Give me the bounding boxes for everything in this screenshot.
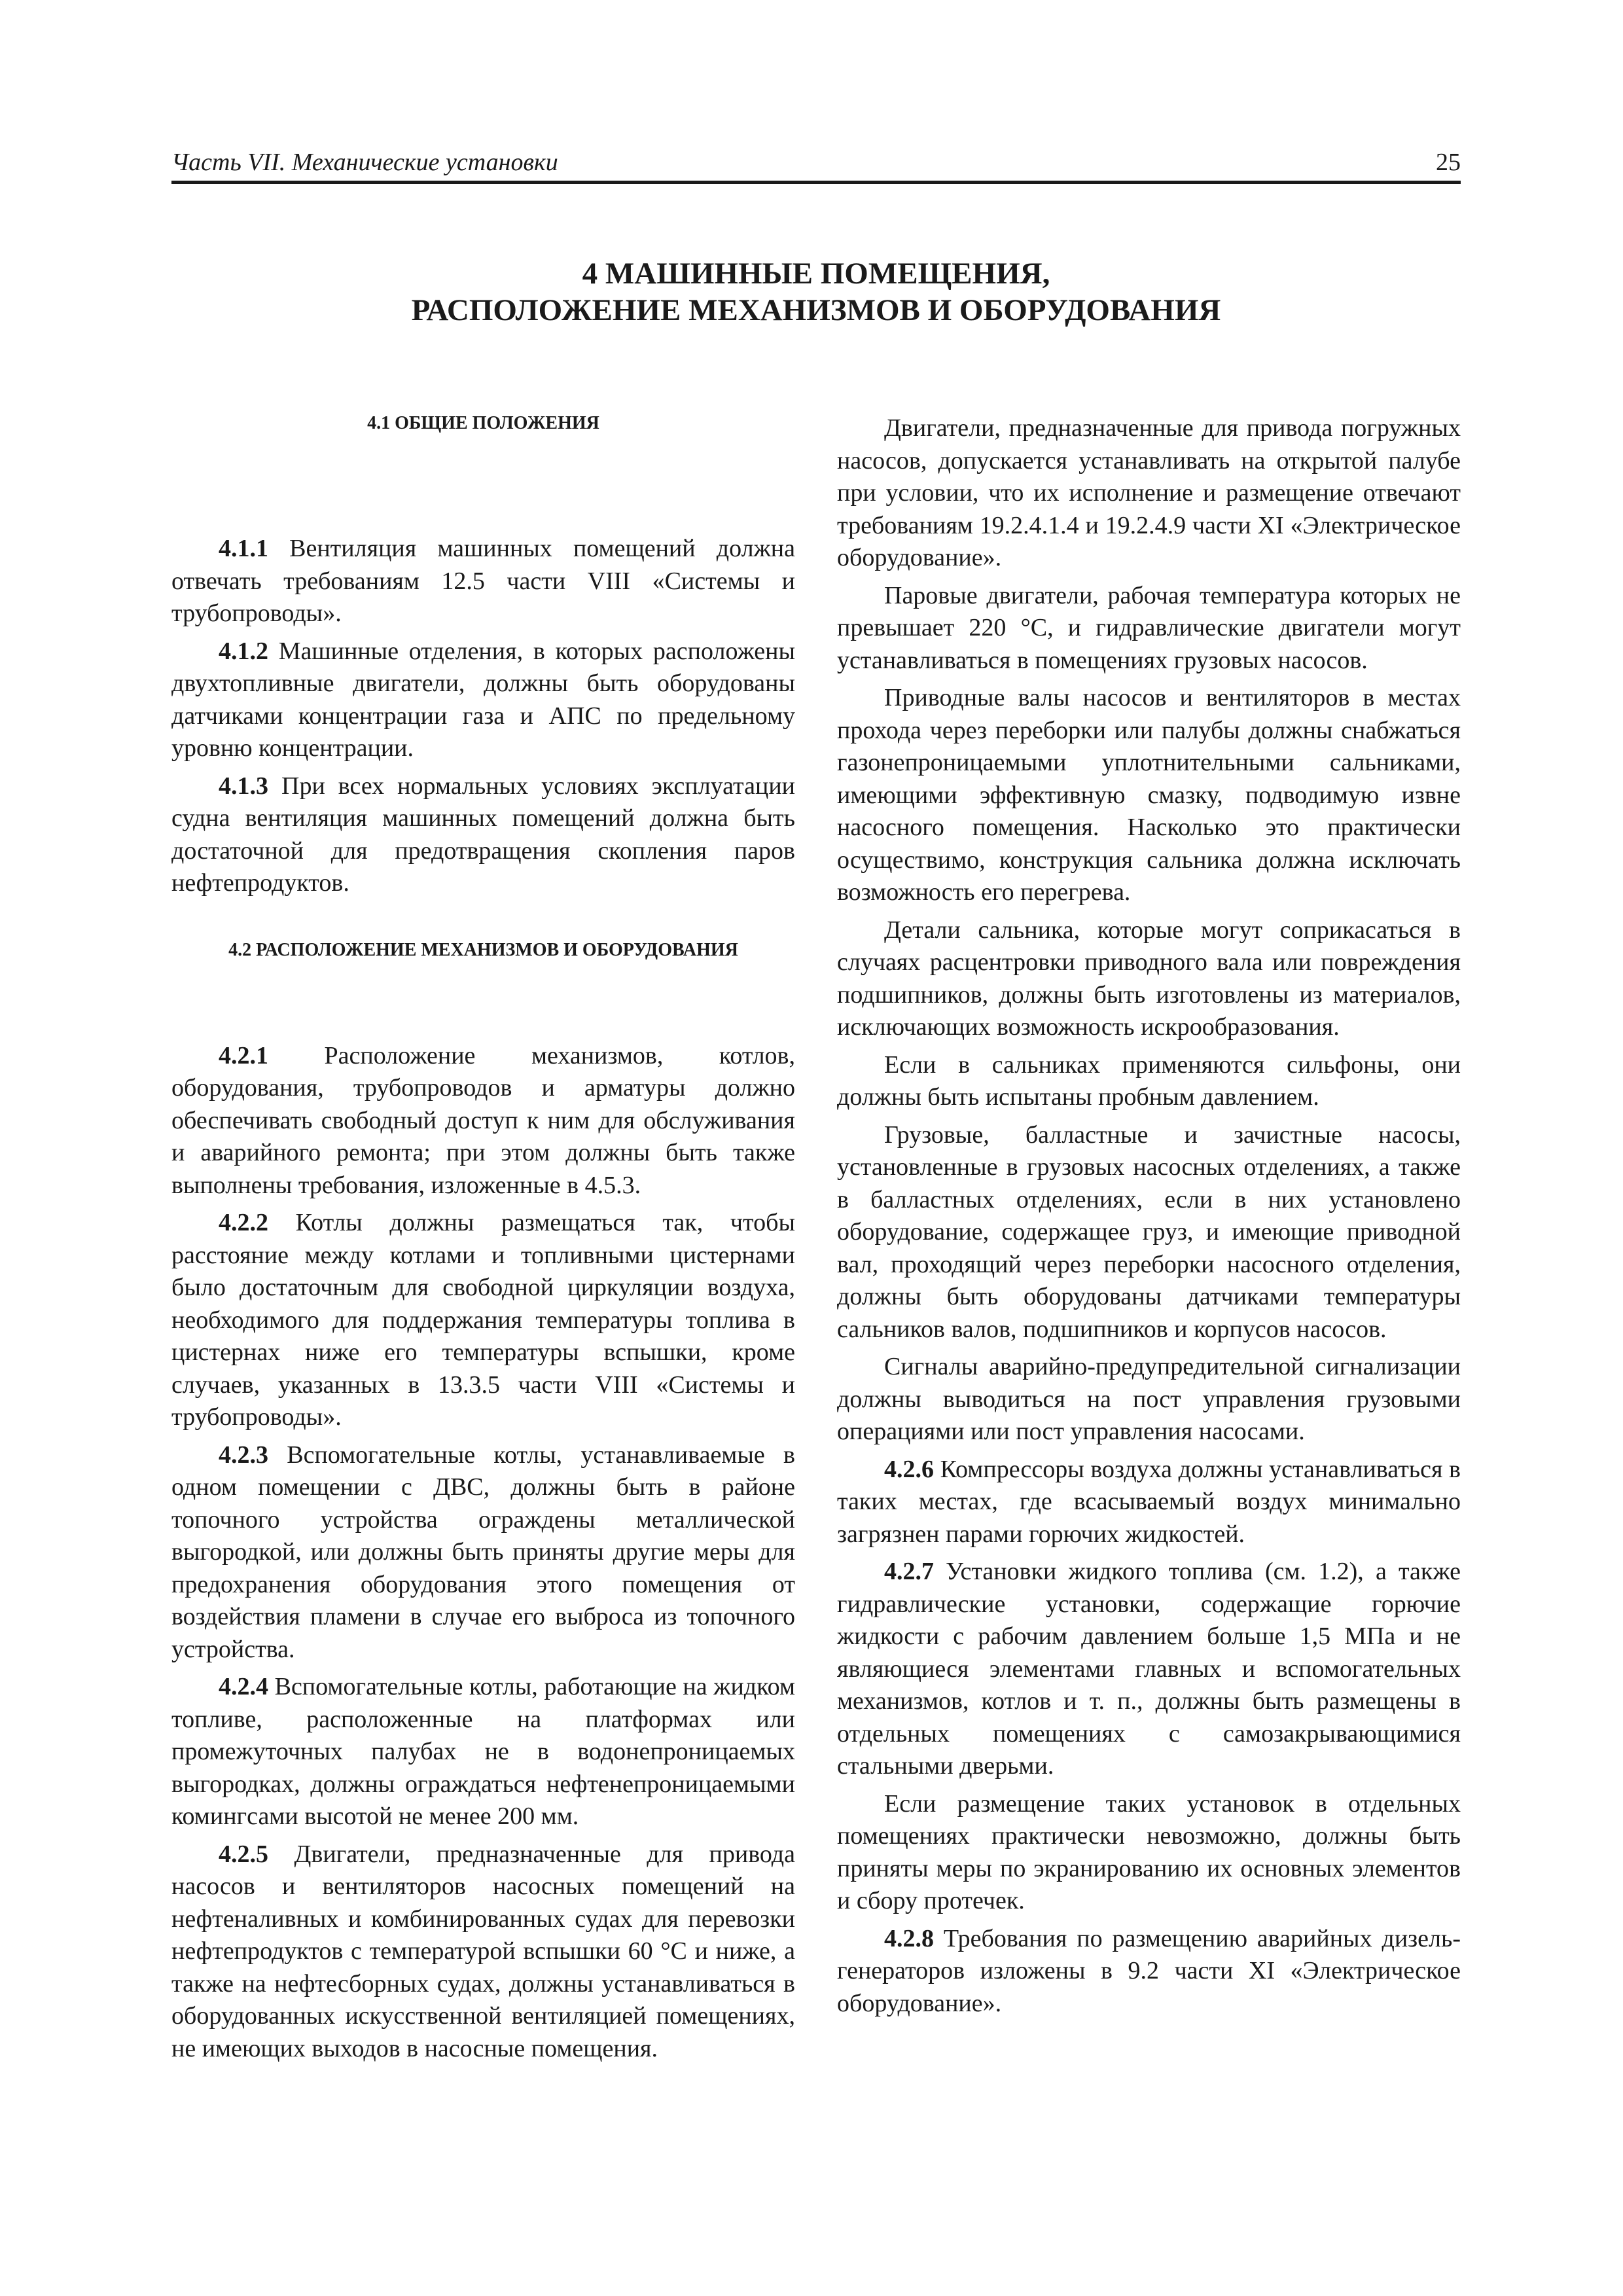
paragraph-4-2-6 bbox=[837, 1454, 1461, 1551]
paragraph-text: Вентиляция машинных помещений должна отвечать требованиям 12.5 части VIII «Системы и трубопроводы». bbox=[171, 535, 795, 627]
paragraph-number: 4.1.1 bbox=[219, 535, 268, 562]
paragraph-text: Требования по размещению аварийных дизель-генераторов изложены в 9.2 части XI «Электрическое оборудование». bbox=[837, 1924, 1461, 2017]
paragraph-number: 4.2.5 bbox=[219, 1840, 268, 1868]
paragraph-number: 4.1.2 bbox=[219, 637, 268, 665]
paragraph-text: Паровые двигатели, рабочая температура которых не превышает 220 °C, и гидравлические двигатели могут устанавливаться в помещениях грузовых насосов. bbox=[837, 581, 1461, 674]
paragraph-text: Двигатели, предназначенные для привода насосов и вентиляторов насосных помещений на нефтеналивных и комбинированных судах для перевозки нефтепродуктов с температурой вспышки 60 °C и ниже, а также на нефтесборных судах, должны устанавливаться в оборудованных искусственной вентиляцией помещениях, не имеющих выходов в насосные помещения. bbox=[171, 1840, 795, 2062]
paragraph-4-2-7 bbox=[837, 1556, 1461, 1783]
paragraph-4-1-1 bbox=[171, 533, 795, 630]
paragraph-text: Приводные валы насосов и вентиляторов в местах прохода через переборки или палубы должны снабжаться газонепроницаемыми уплотнительными сальниками, имеющими эффективную смазку, подводимую извне насосного помещения. Насколько это практически осуществимо, конструкция сальника должна исключать возможность его перегрева. bbox=[837, 684, 1461, 906]
section-heading-4-1: 4.1 ОБЩИЕ ПОЛОЖЕНИЯ bbox=[367, 413, 599, 433]
paragraph-text: Детали сальника, которые могут соприкасаться в случаях расцентровки приводного вала или повреждения подшипников, должны быть изготовлены из материалов, исключающих возможность искрообразования. bbox=[837, 916, 1461, 1041]
paragraph-number: 4.2.3 bbox=[219, 1441, 268, 1469]
left-column bbox=[171, 412, 795, 2070]
paragraph-gland-parts bbox=[837, 914, 1461, 1044]
paragraph-4-2-8 bbox=[837, 1923, 1461, 2020]
paragraph-text: Компрессоры воздуха должны устанавливаться в таких местах, где всасываемый воздух минимально загрязнен парами горючих жидкостей. bbox=[837, 1455, 1461, 1548]
running-header bbox=[171, 143, 1461, 184]
paragraph-4-1-3 bbox=[171, 770, 795, 900]
paragraph-4-2-2 bbox=[171, 1207, 795, 1434]
paragraph-number: 4.1.3 bbox=[219, 772, 268, 800]
paragraph-steam-engines bbox=[837, 580, 1461, 677]
paragraph-4-2-3 bbox=[171, 1439, 795, 1666]
paragraph-number: 4.2.6 bbox=[884, 1455, 934, 1483]
chapter-title bbox=[171, 255, 1461, 329]
paragraph-alarm-signals bbox=[837, 1351, 1461, 1448]
paragraph-text: Грузовые, балластные и зачистные насосы, установленные в грузовых насосных отделениях, а также в балластных отделениях, если в них установлено оборудование, содержащее груз, и имеющие приводной вал, проходящий через переборки насосного отделения, должны быть оборудованы датчиками температуры сальников валов, подшипников и корпусов насосов. bbox=[837, 1121, 1461, 1343]
paragraph-number: 4.2.1 bbox=[219, 1041, 268, 1069]
paragraph-4-2-5 bbox=[171, 1839, 795, 2066]
paragraph-4-2-4 bbox=[171, 1671, 795, 1833]
chapter-title-line-2: РАСПОЛОЖЕНИЕ МЕХАНИЗМОВ И ОБОРУДОВАНИЯ bbox=[411, 293, 1221, 327]
paragraph-number: 4.2.7 bbox=[884, 1558, 934, 1585]
paragraph-text: Вспомогательные котлы, устанавливаемые в одном помещении с ДВС, должны быть в районе топочного устройства ограждены металлической выгородкой, или должны быть приняты другие меры для предохранения оборудования этого помещения от воздействия пламени в случае его выброса из топочного устройства. bbox=[171, 1441, 795, 1663]
paragraph-4-1-2 bbox=[171, 636, 795, 765]
paragraph-cargo-pumps bbox=[837, 1119, 1461, 1346]
paragraph-text: Сигналы аварийно-предупредительной сигнализации должны выводиться на пост управления грузовыми операциями или пост управления насосами. bbox=[837, 1353, 1461, 1445]
paragraph-4-2-1 bbox=[171, 1040, 795, 1202]
paragraph-text: Установки жидкого топлива (см. 1.2), а также гидравлические установки, содержащие горючие жидкости с рабочим давлением больше 1,5 МПа и не являющиеся элементами главных и вспомогательных механизмов, котлов и т. п., должны быть размещены в отдельных помещениях с самозакрывающимися стальными дверьми. bbox=[837, 1558, 1461, 1780]
paragraph-text: Двигатели, предназначенные для привода погружных насосов, допускается устанавливать на открытой палубе при условии, что их исполнение и размещение отвечают требованиям 19.2.4.1.4 и 19.2.4.9 части XI «Электрическое оборудование». bbox=[837, 414, 1461, 571]
paragraph-text: Расположение механизмов, котлов, оборудования, трубопроводов и арматуры должно обеспечивать свободный доступ к ним для обслуживания и аварийного ремонта; при этом должны быть также выполнены требования, изложенные в 4.5.3. bbox=[171, 1041, 795, 1199]
paragraph-number: 4.2.8 bbox=[884, 1924, 934, 1952]
paragraph-text: Машинные отделения, в которых расположены двухтопливные двигатели, должны быть оборудованы датчиками концентрации газа и АПС по предельному уровню концентрации. bbox=[171, 637, 795, 762]
paragraph-drive-shafts bbox=[837, 682, 1461, 909]
section-heading-4-2: 4.2 РАСПОЛОЖЕНИЕ МЕХАНИЗМОВ И ОБОРУДОВАНИЯ bbox=[228, 939, 738, 960]
part-title: Часть VII. Механические установки bbox=[171, 149, 558, 176]
paragraph-text: При всех нормальных условиях эксплуатации судна вентиляция машинных помещений должна быть достаточной для предотвращения скопления паров нефтепродуктов. bbox=[171, 772, 795, 897]
page-number: 25 bbox=[1436, 149, 1461, 176]
paragraph-text: Вспомогательные котлы, работающие на жидком топливе, расположенные на платформах или промежуточных палубах не в водонепроницаемых выгородках, должны ограждаться нефтенепроницаемыми комингсами высотой не менее 200 мм. bbox=[171, 1673, 795, 1830]
paragraph-submersible-pump-drives bbox=[837, 412, 1461, 575]
paragraph-text: Если в сальниках применяются сильфоны, они должны быть испытаны пробным давлением. bbox=[837, 1050, 1461, 1111]
paragraph-text: Если размещение таких установок в отдельных помещениях практически невозможно, должны быть приняты меры по экранированию их основных элементов и сбору протечек. bbox=[837, 1789, 1461, 1914]
paragraph-text: Котлы должны размещаться так, чтобы расстояние между котлами и топливными цистернами было достаточным для свободной циркуляции воздуха, необходимого для поддержания температуры топлива в цистернах ниже его температуры вспышки, кроме случаев, указанных в 13.3.5 части VIII «Системы и трубопроводы». bbox=[171, 1209, 795, 1431]
paragraph-number: 4.2.2 bbox=[219, 1209, 268, 1236]
paragraph-bellows bbox=[837, 1049, 1461, 1114]
paragraph-number: 4.2.4 bbox=[219, 1673, 268, 1700]
chapter-title-line-1: 4 МАШИННЫЕ ПОМЕЩЕНИЯ, bbox=[582, 257, 1050, 291]
right-column bbox=[837, 412, 1461, 2025]
paragraph-shielding bbox=[837, 1788, 1461, 1918]
